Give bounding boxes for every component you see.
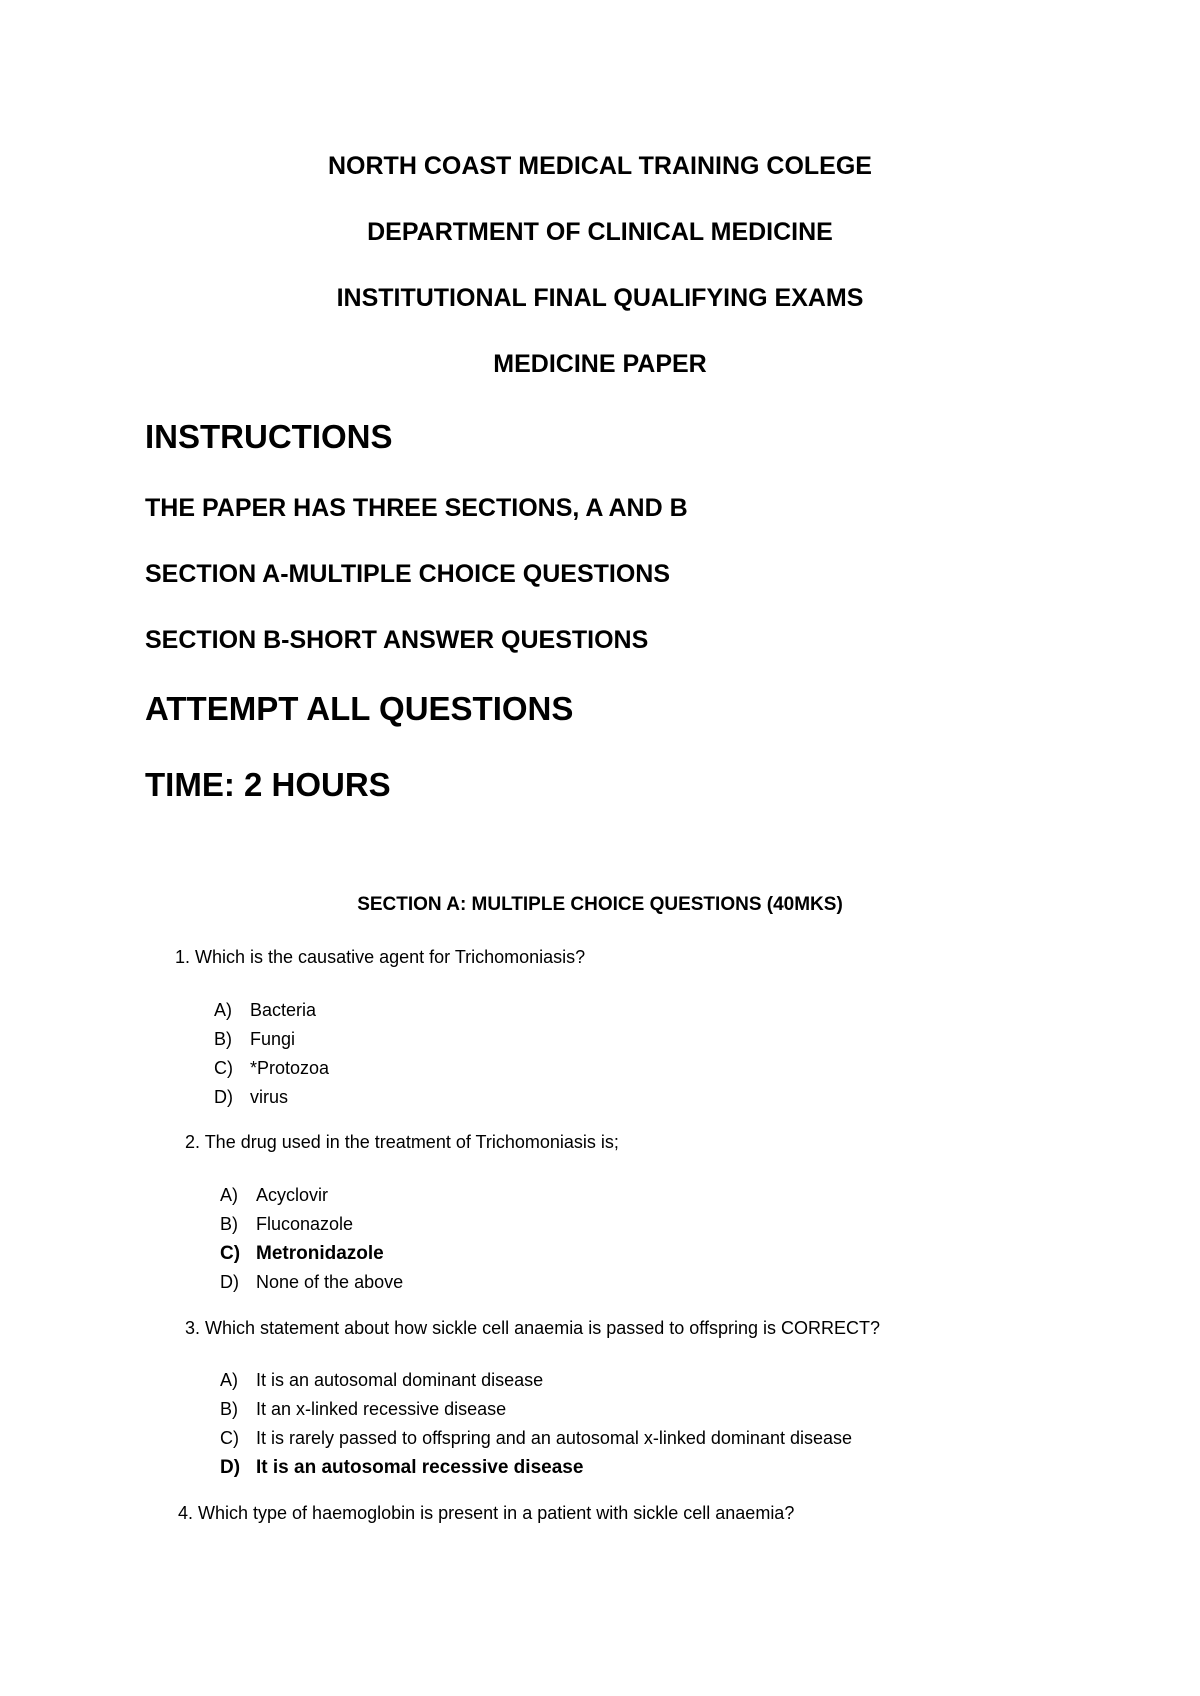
option-letter: D) xyxy=(220,1457,241,1478)
option-letter: C) xyxy=(214,1058,233,1078)
q2-option-d xyxy=(220,1272,403,1293)
option-letter: A) xyxy=(214,1000,232,1020)
option-text: None of the above xyxy=(256,1272,404,1292)
q3-option-b xyxy=(220,1399,506,1420)
exam-time: TIME: 2 HOURS xyxy=(145,766,391,803)
q2-option-a xyxy=(220,1185,328,1206)
option-letter: A) xyxy=(220,1370,238,1390)
paper-name: MEDICINE PAPER xyxy=(493,350,707,378)
q3-option-d xyxy=(220,1457,583,1479)
q1-option-b xyxy=(214,1029,295,1050)
option-text: It is rarely passed to offspring and an autosomal x-linked dominant disease xyxy=(256,1428,853,1448)
option-letter: C) xyxy=(220,1428,239,1448)
question-3: 3. Which statement about how sickle cell anaemia is passed to offspring is CORRECT? xyxy=(185,1318,880,1338)
q2-option-b xyxy=(220,1214,353,1235)
option-letter: B) xyxy=(220,1399,238,1419)
question-4: 4. Which type of haemoglobin is present in a patient with sickle cell anaemia? xyxy=(178,1503,795,1523)
option-text: Metronidazole xyxy=(256,1243,384,1264)
option-letter: B) xyxy=(214,1029,232,1049)
option-text: virus xyxy=(250,1087,289,1107)
college-name: NORTH COAST MEDICAL TRAINING COLEGE xyxy=(328,152,872,180)
q3-option-c xyxy=(220,1428,852,1449)
q1-option-c xyxy=(214,1058,329,1079)
question-1: 1. Which is the causative agent for Trichomoniasis? xyxy=(175,947,586,967)
instructions-heading: INSTRUCTIONS xyxy=(145,418,393,455)
option-letter: B) xyxy=(220,1214,238,1234)
option-letter: D) xyxy=(220,1272,239,1292)
q1-option-a xyxy=(214,1000,316,1021)
exam-title: INSTITUTIONAL FINAL QUALIFYING EXAMS xyxy=(336,284,864,312)
option-text: Fluconazole xyxy=(256,1214,354,1234)
option-text: Fungi xyxy=(250,1029,296,1049)
q1-option-d xyxy=(214,1087,288,1108)
instruction-section-b: SECTION B-SHORT ANSWER QUESTIONS xyxy=(145,626,649,654)
option-text: Bacteria xyxy=(250,1000,317,1020)
option-letter: A) xyxy=(220,1185,238,1205)
instruction-section-a: SECTION A-MULTIPLE CHOICE QUESTIONS xyxy=(145,560,671,588)
option-letter: C) xyxy=(220,1243,241,1264)
option-text: It is an autosomal dominant disease xyxy=(256,1370,544,1390)
question-2: 2. The drug used in the treatment of Trichomoniasis is; xyxy=(185,1132,619,1152)
q2-option-c xyxy=(220,1243,384,1265)
q3-option-a xyxy=(220,1370,543,1391)
instruction-sections: THE PAPER HAS THREE SECTIONS, A AND B xyxy=(145,494,688,522)
section-a-title: SECTION A: MULTIPLE CHOICE QUESTIONS (40MKS) xyxy=(357,894,843,915)
option-text: Acyclovir xyxy=(256,1185,329,1205)
option-text: *Protozoa xyxy=(250,1058,330,1078)
department-name: DEPARTMENT OF CLINICAL MEDICINE xyxy=(367,218,833,246)
option-letter: D) xyxy=(214,1087,233,1107)
option-text: It an x-linked recessive disease xyxy=(256,1399,507,1419)
attempt-all-questions: ATTEMPT ALL QUESTIONS xyxy=(145,690,574,727)
option-text: It is an autosomal recessive disease xyxy=(256,1457,584,1478)
